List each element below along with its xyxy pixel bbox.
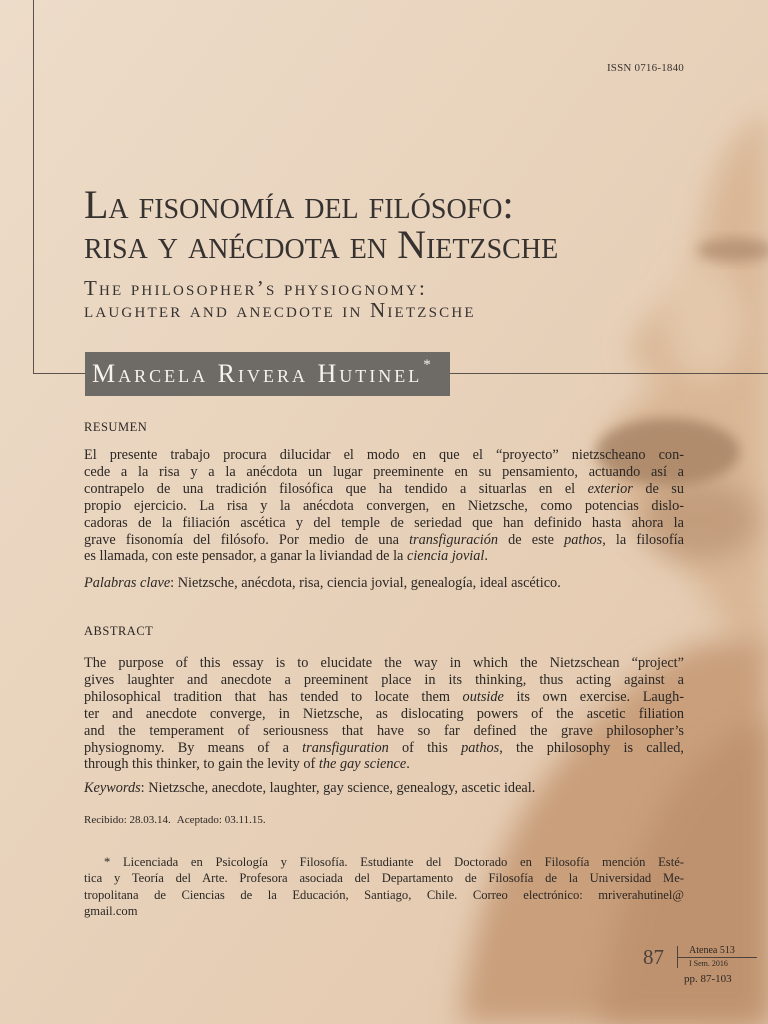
italic-term: transfiguration xyxy=(302,739,389,756)
text-run: grave fisonomía del filósofo. Por medio de una xyxy=(84,531,410,548)
text-run: ter and anecdote converge, in Nietzsche, as dislocating powers of the ascetic filiation xyxy=(84,705,684,722)
text-run: and the temperament of seriousness that have so far defined the grave philosopher’s xyxy=(84,722,684,739)
accepted-date: Aceptado: 03.11.15. xyxy=(176,814,266,826)
submission-dates xyxy=(84,814,266,827)
text-run: . xyxy=(484,548,488,565)
text-run: physiognomy. By means of a xyxy=(84,739,303,756)
italic-term: the gay science xyxy=(318,756,407,773)
text-run: es llamada, con este pensador, a ganar la liviandad de la xyxy=(84,548,407,565)
text-run: gmail.com xyxy=(84,903,138,918)
text-line xyxy=(84,706,684,723)
text-line xyxy=(84,672,684,689)
author-name: Marcela Rivera Hutinel xyxy=(92,359,423,388)
text-line xyxy=(84,447,684,464)
italic-term: Palabras clave xyxy=(84,575,171,591)
vertical-rule xyxy=(33,0,34,374)
text-run: tropolitana de Ciencias de la Educación, Santiago, Chile. Correo electrónico: mriverahutinel@ xyxy=(84,887,684,902)
text-run: contrapelo de una tradición filosófica que ha tendido a situarlas en el xyxy=(84,480,588,497)
author-footnote-mark: * xyxy=(423,356,431,373)
text-run: The purpose of this essay is to elucidate the way in which the Nietzschean “project” xyxy=(84,655,684,671)
keywords xyxy=(84,780,684,797)
text-run: , la filosofía xyxy=(602,531,684,548)
text-line xyxy=(84,515,684,532)
text-run: : Nietzsche, anécdota, risa, ciencia jovial, genealogía, ideal ascético. xyxy=(170,575,561,591)
author-footnote xyxy=(84,854,684,919)
text-line xyxy=(84,689,684,706)
text-line xyxy=(84,870,684,886)
page-number: 87 xyxy=(643,945,664,969)
text-line xyxy=(84,780,684,797)
text-run: de este xyxy=(498,531,565,548)
text-run: cadoras de la filiación ascética y del temple de seriedad que han definido hasta ahora la xyxy=(84,514,684,531)
face-highlight xyxy=(665,260,745,380)
italic-term: pathos xyxy=(461,739,500,756)
text-line xyxy=(84,723,684,740)
text-run: tica y Teoría del Arte. Profesora asociada del Departamento de Filosofía de la Universidad Me- xyxy=(84,871,684,886)
article-title xyxy=(84,182,559,267)
article-title-line: La fisonomía del filósofo: xyxy=(84,182,514,227)
article-title-english-line: laughter and anecdote in Nietzsche xyxy=(84,298,476,322)
resumen-paragraph xyxy=(84,447,684,565)
text-run: El presente trabajo procura dilucidar el modo en que el “proyecto” nietzscheano con- xyxy=(84,447,684,463)
text-line xyxy=(84,740,684,757)
text-line xyxy=(84,464,684,481)
text-line xyxy=(84,481,684,498)
italic-term: exterior xyxy=(587,480,633,497)
italic-term: outside xyxy=(462,688,504,705)
journal-issue: Atenea 513 xyxy=(689,945,735,956)
text-run: philosophical tradition that has tended to locate them xyxy=(84,688,463,705)
text-run: of this xyxy=(388,739,462,756)
italic-term: pathos xyxy=(564,531,603,548)
text-line xyxy=(84,548,684,565)
text-run: . xyxy=(406,756,410,773)
issn-number: ISSN 0716-1840 xyxy=(606,62,684,74)
text-run: * Licenciada en Psicología y Filosofía. Estudiante del Doctorado en Filosofía mención Esté- xyxy=(104,855,684,869)
abstract-heading: ABSTRACT xyxy=(84,624,154,638)
text-run: cede a la risa y a la anécdota un lugar preeminente en su pensamiento, actuando así a xyxy=(84,463,684,480)
received-date: Recibido: 28.03.14. xyxy=(84,814,171,826)
journal-semester: I Sem. 2016 xyxy=(689,959,728,968)
text-run: its own exercise. Laugh- xyxy=(503,688,684,705)
palabras-clave xyxy=(84,575,684,592)
article-title-english xyxy=(84,277,476,321)
text-run: through this thinker, to gain the levity of xyxy=(84,756,319,773)
text-run: de su xyxy=(632,480,684,497)
text-line xyxy=(84,575,684,592)
folio-divider-horizontal xyxy=(677,957,757,958)
text-line xyxy=(84,498,684,515)
italic-term: Keywords xyxy=(84,780,141,796)
text-line xyxy=(84,532,684,549)
text-line xyxy=(84,903,684,919)
text-run: propio ejercicio. La risa y la anécdota convergen, en Nietzsche, como potencias dislo- xyxy=(84,497,684,514)
italic-term: ciencia jovial xyxy=(406,548,485,565)
text-line xyxy=(84,756,684,773)
italic-term: transfiguración xyxy=(409,531,499,548)
article-title-english-line: The philosopher’s physiognomy: xyxy=(84,276,428,300)
article-title-line: risa y anécdota en Nietzsche xyxy=(84,222,559,267)
author-bar xyxy=(85,352,450,396)
text-line xyxy=(84,887,684,903)
text-line xyxy=(84,854,684,870)
text-run: , the philosophy is called, xyxy=(499,739,684,756)
text-run: : Nietzsche, anecdote, laughter, gay science, genealogy, ascetic ideal. xyxy=(140,780,536,796)
abstract-paragraph xyxy=(84,655,684,773)
resumen-heading: RESUMEN xyxy=(84,420,148,434)
text-line xyxy=(84,655,684,672)
page-range: pp. 87-103 xyxy=(684,973,732,985)
text-run: gives laughter and anecdote a preeminent place in its thinking, thus acting against a xyxy=(84,671,684,688)
